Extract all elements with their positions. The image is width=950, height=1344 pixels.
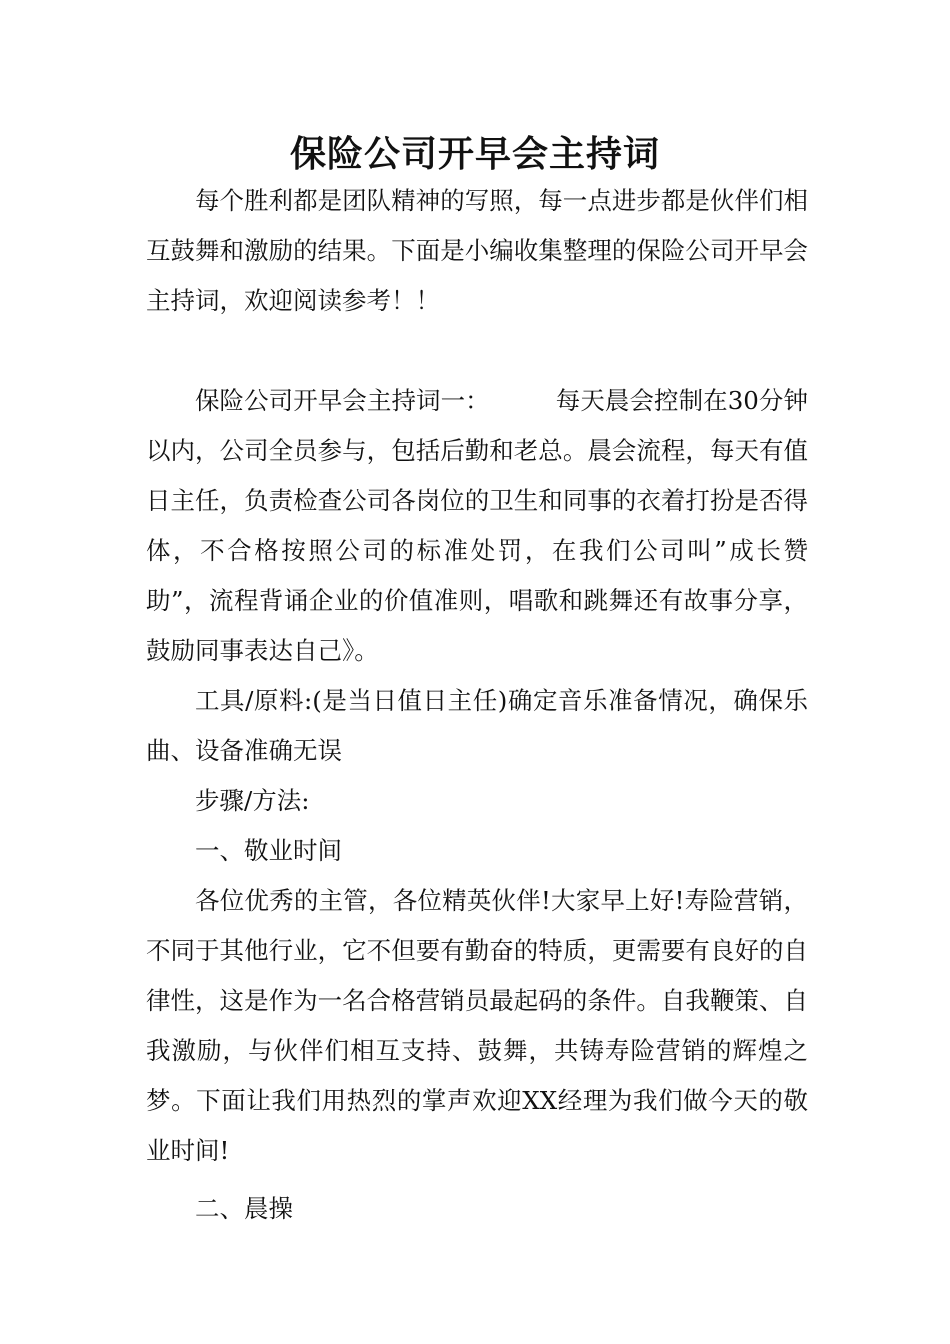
paragraph-spacer: [146, 1176, 808, 1184]
intro-paragraph: 每个胜利都是团队精神的写照，每一点进步都是伙伴们相互鼓舞和激励的结果。下面是小编收集整理的保险公司开早会主持词，欢迎阅读参考！！: [146, 186, 808, 315]
steps-label: 步骤/方法:: [195, 786, 310, 815]
step1-paragraph: 各位优秀的主管，各位精英伙伴!大家早上好!寿险营销，不同于其他行业，它不但要有勤奋的特质，更需要有良好的自律性，这是作为一名合格营销员最起码的条件。自我鞭策、自我激励，与伙伴们相互支持、鼓舞，共铸寿险营销的辉煌之梦。下面让我们用热烈的掌声欢迎XX经理为我们做今天的敬业时间!: [146, 886, 808, 1165]
document-body: [146, 176, 808, 1234]
section1-text: 每天晨会控制在30分钟以内，公司全员参与，包括后勤和老总。晨会流程，每天有值日主任，负责检查公司各岗位的卫生和同事的衣着打扮是否得体，不合格按照公司的标准处罚，在我们公司叫”成长赞助”，流程背诵企业的价值准则，唱歌和跳舞还有故事分享，鼓励同事表达自己》。: [146, 386, 808, 665]
section1-heading: 保险公司开早会主持词一：: [195, 386, 490, 415]
section1-paragraph: [146, 376, 808, 676]
document-title: 保险公司开早会主持词: [289, 133, 660, 175]
step1-heading: 一、敬业时间: [195, 836, 342, 865]
step2-heading: 二、晨操: [195, 1194, 293, 1223]
paragraph-spacer: [146, 326, 808, 376]
tools-paragraph: 工具/原料:(是当日值日主任)确定音乐准备情况，确保乐曲、设备准确无误: [146, 686, 808, 765]
